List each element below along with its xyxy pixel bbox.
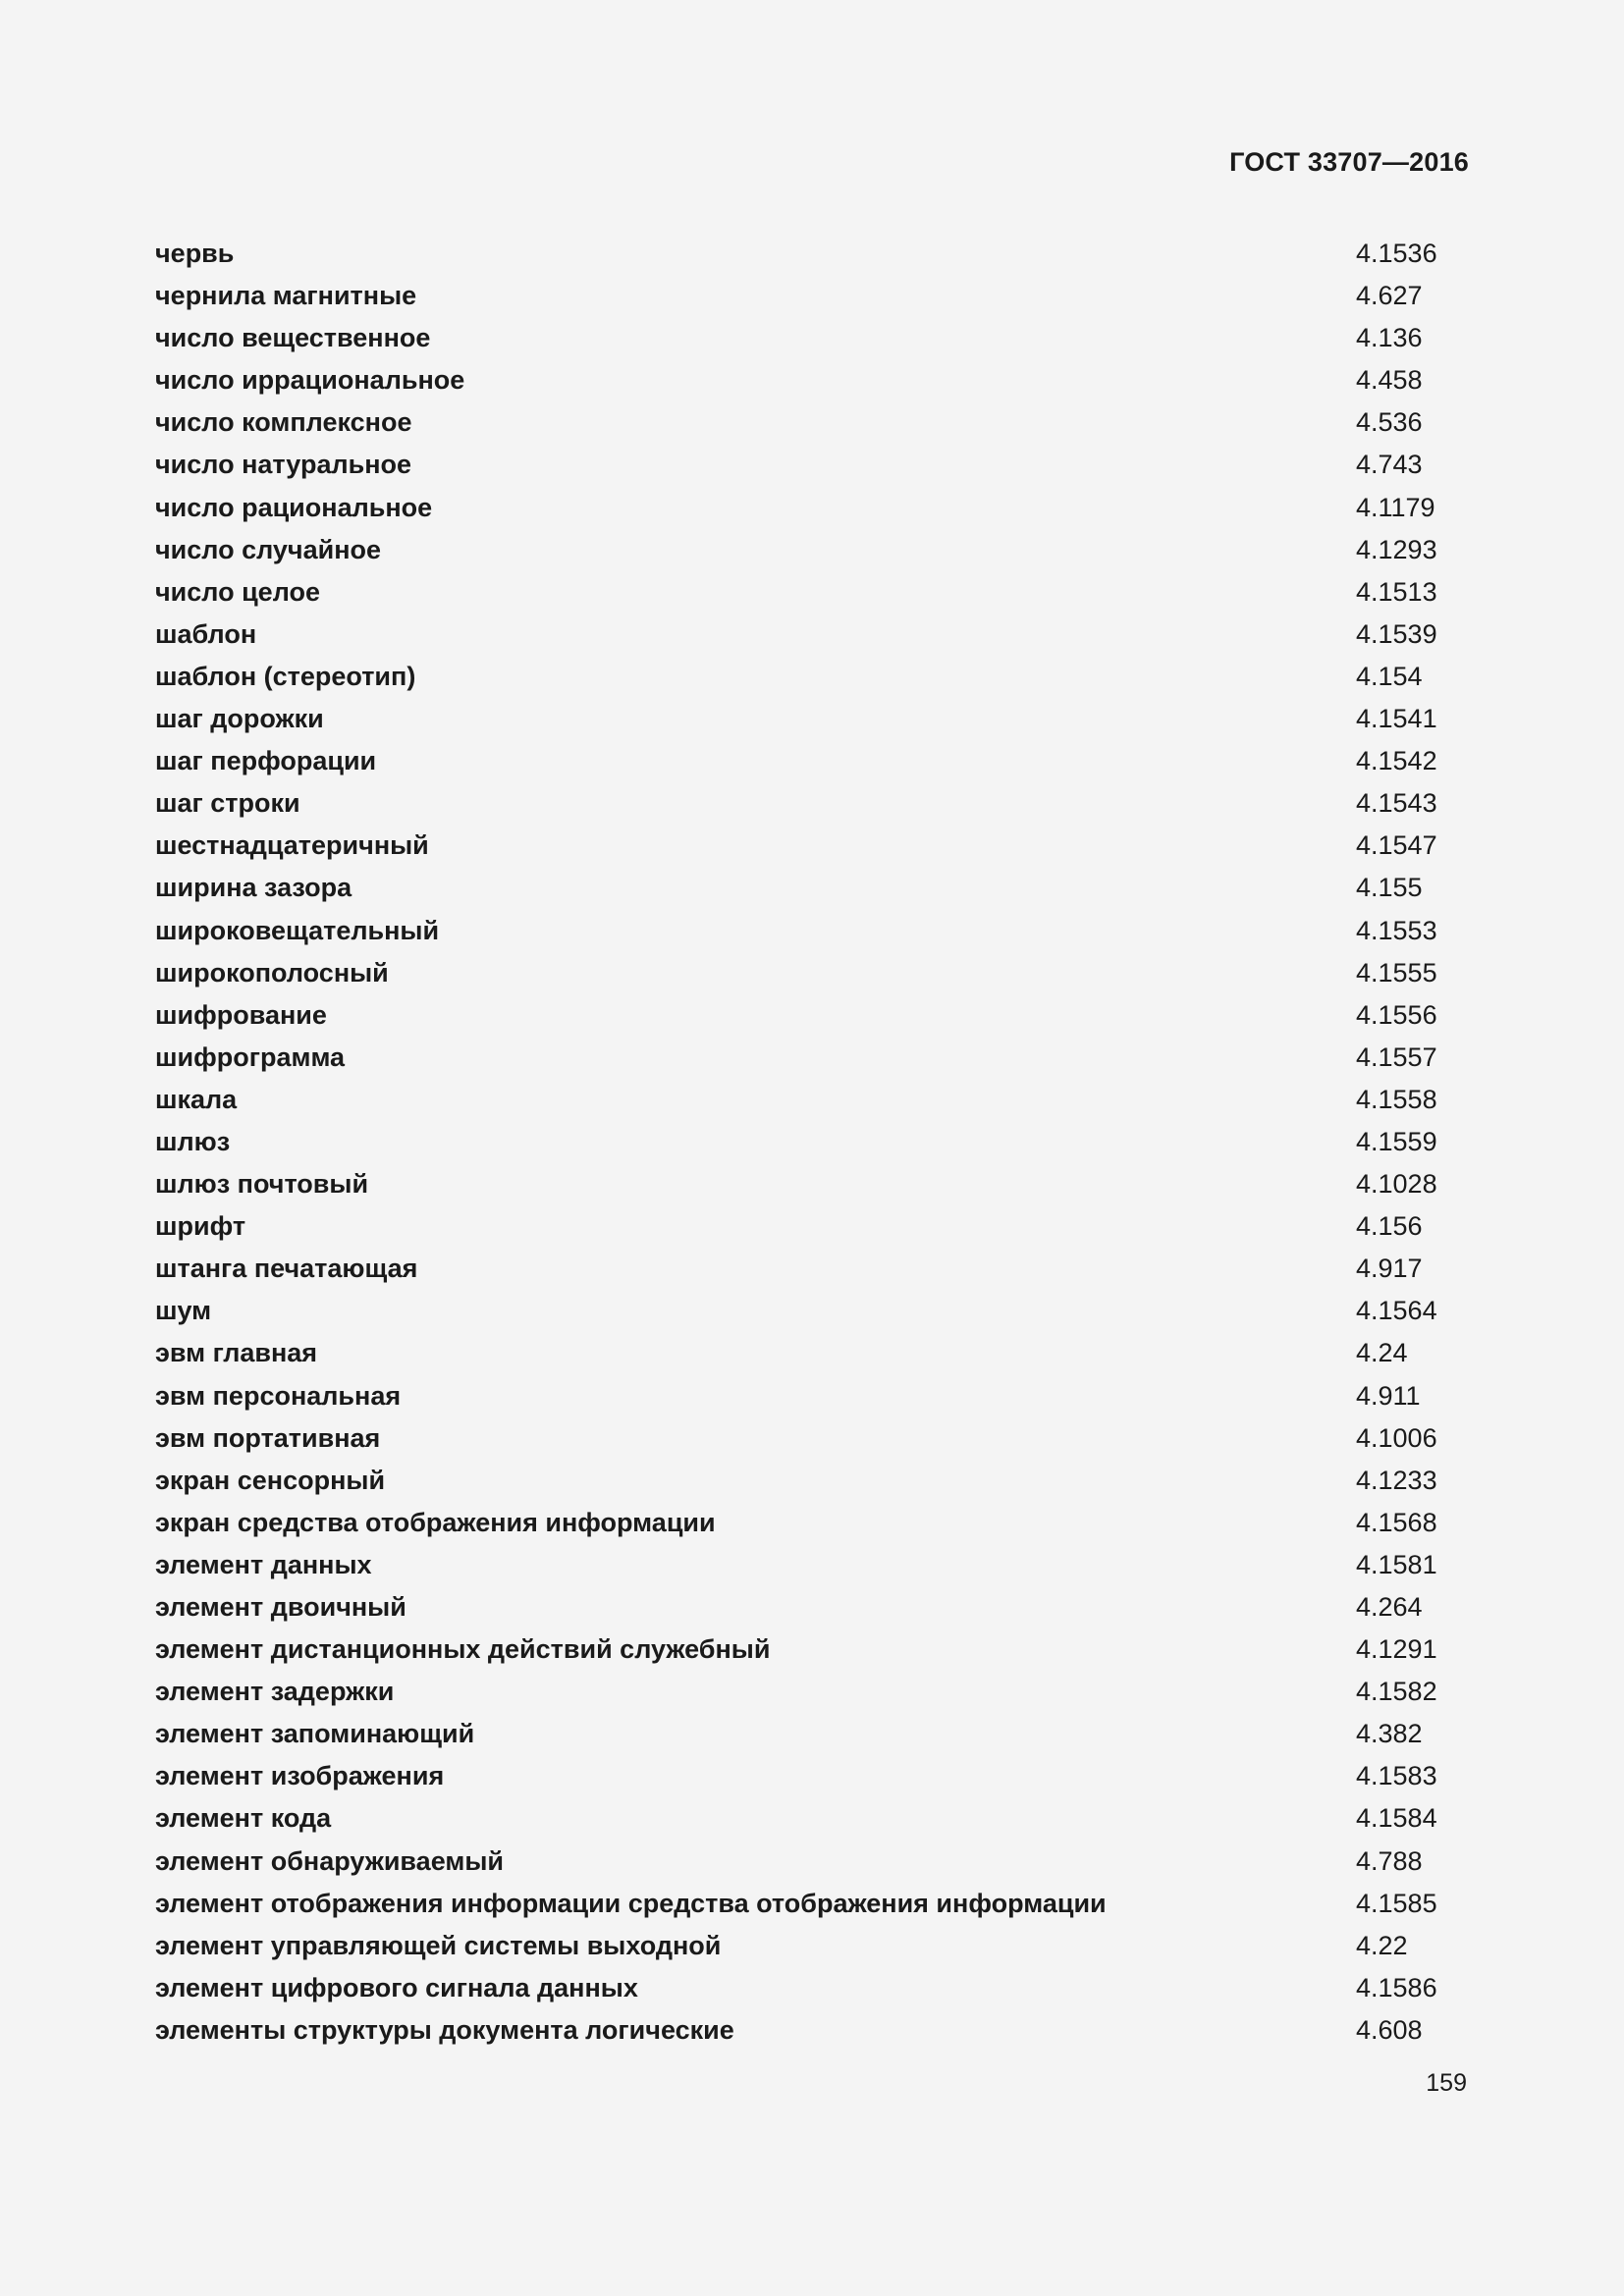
index-ref: 4.627 [1356, 281, 1423, 311]
index-ref: 4.155 [1356, 873, 1423, 903]
index-entry [155, 1375, 1451, 1417]
index-term: шаг дорожки [155, 704, 324, 734]
index-entry [155, 1797, 1451, 1840]
index-entry [155, 698, 1451, 740]
index-entry [155, 275, 1451, 317]
index-ref: 4.24 [1356, 1338, 1408, 1368]
index-entry [155, 1248, 1451, 1290]
index-entry [155, 1037, 1451, 1079]
index-term: червь [155, 239, 235, 268]
index-entry [155, 1502, 1451, 1544]
index-entry [155, 867, 1451, 909]
index-entry [155, 910, 1451, 952]
index-ref: 4.911 [1356, 1380, 1421, 1411]
index-entry [155, 1755, 1451, 1797]
index-term: число натуральное [155, 450, 412, 480]
index-ref: 4.1543 [1356, 788, 1437, 819]
index-ref: 4.156 [1356, 1211, 1423, 1242]
index-ref: 4.1541 [1356, 704, 1437, 734]
index-term: шлюз [155, 1126, 231, 1156]
index-entry [155, 952, 1451, 994]
index-entry [155, 444, 1451, 486]
index-term: элемент дистанционных действий служебный [155, 1634, 771, 1665]
index-entry [155, 1544, 1451, 1586]
index-ref: 4.1028 [1356, 1169, 1437, 1200]
index-ref: 4.1584 [1356, 1803, 1437, 1834]
index-term: экран сенсорный [155, 1465, 386, 1495]
index-term: число комплексное [155, 407, 412, 438]
index-entry [155, 1883, 1451, 1925]
index-entry [155, 1332, 1451, 1374]
index-ref: 4.1558 [1356, 1084, 1437, 1114]
index-entry [155, 1121, 1451, 1163]
index-term: эвм портативная [155, 1422, 381, 1453]
index-term: число случайное [155, 534, 382, 564]
index-term: элемент изображения [155, 1761, 445, 1791]
index-entry [155, 614, 1451, 656]
index-term: шаблон (стереотип) [155, 661, 416, 691]
index-entry [155, 401, 1451, 444]
index-ref: 4.1513 [1356, 576, 1437, 607]
index-entry [155, 529, 1451, 571]
index-ref: 4.743 [1356, 450, 1423, 480]
index-entry [155, 1629, 1451, 1671]
index-term: шаг строки [155, 788, 300, 819]
index-ref: 4.1006 [1356, 1422, 1437, 1453]
index-term: шифрование [155, 999, 327, 1030]
index-term: число целое [155, 576, 320, 607]
index-term: элемент обнаруживаемый [155, 1845, 504, 1876]
index-ref: 4.136 [1356, 323, 1423, 353]
index-term: штанга печатающая [155, 1254, 418, 1284]
index-term: элемент управляющей системы выходной [155, 1930, 722, 1960]
index-term: шкала [155, 1084, 238, 1114]
index-term: широкополосный [155, 957, 389, 988]
index-ref: 4.1568 [1356, 1507, 1437, 1537]
index-ref: 4.1179 [1356, 492, 1435, 522]
index-ref: 4.608 [1356, 2014, 1423, 2045]
index-entry [155, 2009, 1451, 2052]
index-ref: 4.22 [1356, 1930, 1408, 1960]
index-ref: 4.788 [1356, 1845, 1423, 1876]
index-term: шум [155, 1296, 212, 1326]
index-ref: 4.1536 [1356, 239, 1437, 268]
index-entry [155, 1925, 1451, 1967]
index-entry [155, 1417, 1451, 1460]
index-entry [155, 740, 1451, 782]
index-entry [155, 233, 1451, 275]
index-entry [155, 782, 1451, 825]
alphabetical-index-list [155, 233, 1451, 2052]
index-term: широковещательный [155, 915, 440, 945]
index-ref: 4.1553 [1356, 915, 1437, 945]
index-ref: 4.1556 [1356, 999, 1437, 1030]
index-ref: 4.154 [1356, 661, 1423, 691]
index-entry [155, 1671, 1451, 1713]
index-ref: 4.1547 [1356, 830, 1437, 861]
index-term: элемент задержки [155, 1677, 395, 1707]
index-ref: 4.1293 [1356, 534, 1437, 564]
index-term: эвм главная [155, 1338, 318, 1368]
index-term: число вещественное [155, 323, 431, 353]
index-entry [155, 1460, 1451, 1502]
page-number: 159 [1426, 2069, 1467, 2097]
index-ref: 4.264 [1356, 1592, 1423, 1622]
index-entry [155, 1290, 1451, 1332]
index-term: элементы структуры документа логические [155, 2014, 734, 2045]
index-ref: 4.1555 [1356, 957, 1437, 988]
index-ref: 4.1557 [1356, 1041, 1437, 1072]
index-ref: 4.1233 [1356, 1465, 1437, 1495]
index-term: шаблон [155, 618, 257, 649]
index-ref: 4.1581 [1356, 1549, 1437, 1579]
index-entry [155, 994, 1451, 1037]
index-entry [155, 571, 1451, 614]
index-ref: 4.1564 [1356, 1296, 1437, 1326]
index-term: экран средства отображения информации [155, 1507, 716, 1537]
index-term: шестнадцатеричный [155, 830, 429, 861]
index-term: элемент двоичный [155, 1592, 406, 1622]
index-term: шифрограмма [155, 1041, 346, 1072]
index-ref: 4.1585 [1356, 1888, 1437, 1918]
index-ref: 4.536 [1356, 407, 1423, 438]
index-term: шлюз почтовый [155, 1169, 369, 1200]
index-ref: 4.1291 [1356, 1634, 1437, 1665]
index-entry [155, 487, 1451, 529]
index-term: эвм персональная [155, 1380, 402, 1411]
index-ref: 4.1586 [1356, 1972, 1437, 2002]
index-entry [155, 1586, 1451, 1629]
index-term: элемент данных [155, 1549, 372, 1579]
index-entry [155, 1205, 1451, 1248]
index-ref: 4.1583 [1356, 1761, 1437, 1791]
index-term: ширина зазора [155, 873, 352, 903]
index-entry [155, 1841, 1451, 1883]
index-term: чернила магнитные [155, 281, 417, 311]
index-ref: 4.917 [1356, 1254, 1423, 1284]
index-entry [155, 825, 1451, 867]
index-term: шаг перфорации [155, 746, 377, 776]
index-entry [155, 317, 1451, 359]
index-term: число рациональное [155, 492, 433, 522]
index-term: элемент запоминающий [155, 1719, 475, 1749]
index-term: элемент кода [155, 1803, 332, 1834]
index-ref: 4.1582 [1356, 1677, 1437, 1707]
index-term: элемент отображения информации средства отображения информации [155, 1888, 1107, 1918]
index-ref: 4.382 [1356, 1719, 1423, 1749]
index-ref: 4.1539 [1356, 618, 1437, 649]
index-entry [155, 359, 1451, 401]
index-term: число иррациональное [155, 365, 465, 396]
index-entry [155, 656, 1451, 698]
index-entry [155, 1967, 1451, 2009]
index-term: шрифт [155, 1211, 246, 1242]
index-term: элемент цифрового сигнала данных [155, 1972, 638, 2002]
index-entry [155, 1079, 1451, 1121]
index-ref: 4.458 [1356, 365, 1423, 396]
index-ref: 4.1542 [1356, 746, 1437, 776]
index-ref: 4.1559 [1356, 1126, 1437, 1156]
index-entry [155, 1713, 1451, 1755]
document-header-title: ГОСТ 33707—2016 [1229, 147, 1469, 177]
index-entry [155, 1163, 1451, 1205]
